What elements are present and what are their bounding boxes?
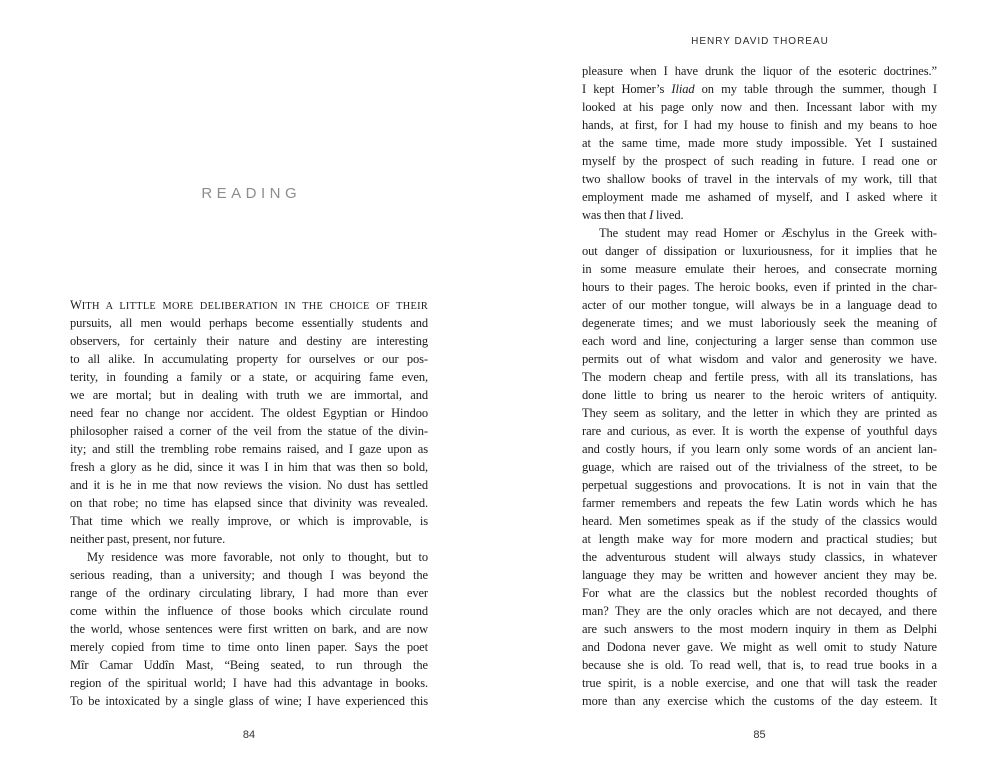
- text-line: The modern cheap and fertile press, with all its translations, has: [582, 370, 937, 384]
- text-line: observers, for certainly their nature and destiny are interesting: [70, 334, 428, 348]
- text-line: permits out of what wisdom and valor and generosity we have.: [582, 352, 937, 366]
- text-line: I kept Homer’s Iliad on my table through the summer, though I: [582, 82, 937, 96]
- text-line: need fear no change nor accident. The oldest Egyptian or Hindoo: [70, 406, 428, 420]
- text-line: acter of our mother tongue, will always be in a language dead to: [582, 298, 937, 312]
- running-header-author: HENRY DAVID THOREAU: [691, 36, 829, 47]
- text-line: at length make way for more modern and practical studies; but: [582, 532, 937, 546]
- text-line: was then that I lived.: [582, 208, 684, 222]
- text-line: on that robe; no time has elapsed since that divinity was revealed.: [70, 496, 428, 510]
- paragraph-1-continued: [70, 314, 428, 548]
- text-line: heard. Men sometimes speak as if the study of the classics would: [582, 514, 937, 528]
- page-number-right: 85: [753, 729, 766, 741]
- text-line: language they may be written and however ancient they may be.: [582, 568, 937, 582]
- paragraph-4: [582, 224, 937, 710]
- text-line: and Dodona never gave. We might as well omit to study Nature: [582, 640, 937, 654]
- chapter-title: READING: [201, 185, 302, 202]
- text-line: perpetual suggestions and provocations. It is not in vain that the: [582, 478, 937, 492]
- text-line: more than any exercise which the customs of the day esteem. It: [582, 694, 937, 708]
- text-line: They seem as solitary, and the letter in which they are printed as: [582, 406, 937, 420]
- opening-lead-cap: W: [70, 298, 82, 312]
- text-line: guage, which are raised out of the trivialness of the street, to be: [582, 460, 937, 474]
- opening-small-caps-text: ITH A LITTLE MORE DELIBERATION IN THE CHOICE OF THEIR: [81, 301, 428, 312]
- page-right-body: [582, 62, 937, 710]
- text-line: terity, in founding a family or a state, or acquiring fame even,: [70, 370, 428, 384]
- text-line: fresh a glory as he did, since it was I in him that was then so bold,: [70, 460, 428, 474]
- text-line: rare and curious, as ever. It is worth the expense of youthful days: [582, 424, 937, 438]
- text-line: farmer remembers and repeats the few Latin words which he has: [582, 496, 937, 510]
- text-line: The student may read Homer or Æschylus in the Greek with-: [599, 226, 937, 240]
- paragraph-3-continued: [582, 62, 937, 224]
- text-line: pursuits, all men would perhaps become essentially students and: [70, 316, 428, 330]
- text-line: For what are the classics but the noblest recorded thoughts of: [582, 586, 937, 600]
- text-line: each word and line, conjecturing a larger sense than common use: [582, 334, 937, 348]
- text-line: To be intoxicated by a single glass of wine; I have experienced this: [70, 694, 428, 708]
- text-line: done little to bring us nearer to the heroic writers of antiquity.: [582, 388, 937, 402]
- text-line: the adventurous student will always study classics, in whatever: [582, 550, 937, 564]
- text-line: man? They are the only oracles which are not decayed, and there: [582, 604, 937, 618]
- text-line: hands, at first, for I had my house to finish and my beans to hoe: [582, 118, 937, 132]
- text-line: in some measure emulate their heroes, and consecrate morning: [582, 262, 937, 276]
- page-left: [70, 0, 428, 768]
- text-line: My residence was more favorable, not only to thought, but to: [87, 550, 428, 564]
- text-line: merely copied from time to time onto linen paper. Says the poet: [70, 640, 428, 654]
- page-left-body: [70, 296, 428, 710]
- text-line: come within the influence of those books which circulate round: [70, 604, 428, 618]
- text-line: at the same time, made more study impossible. Yet I sustained: [582, 136, 937, 150]
- opening-small-caps-line: [70, 296, 428, 314]
- text-line: philosopher raised a corner of the veil from the statue of the divin-: [70, 424, 428, 438]
- text-line: hours to their pages. The heroic books, even if printed in the char-: [582, 280, 937, 294]
- text-line: That time which we really improve, or which is improvable, is: [70, 514, 428, 528]
- text-line: true spirit, is a noble exercise, and one that will task the reader: [582, 676, 937, 690]
- text-line: region of the spiritual world; I have had this advantage in books.: [70, 676, 428, 690]
- text-line: and costly hours, if you learn only some words of an ancient lan-: [582, 442, 937, 456]
- text-line: ity; and still the trembling robe remains raised, and I gaze upon as: [70, 442, 428, 456]
- text-line: Mîr Camar Uddîn Mast, “Being seated, to run through the: [70, 658, 428, 672]
- text-line: neither past, present, nor future.: [70, 532, 226, 546]
- page-number-left: 84: [242, 729, 256, 741]
- text-line: are such answers to the most modern inquiry in them as Delphi: [582, 622, 937, 636]
- text-line: degenerate times; and we must laboriously seek the meaning of: [582, 316, 937, 330]
- text-line: because she is old. To read well, that is, to read true books in a: [582, 658, 937, 672]
- text-line: pleasure when I have drunk the liquor of the esoteric doctrines.”: [582, 64, 937, 78]
- text-line: myself by the prospect of such reading in future. I read one or: [582, 154, 937, 168]
- text-line: looked at his page only now and then. Incessant labor with my: [582, 100, 937, 114]
- text-line: range of the ordinary circulating library, I had more than ever: [70, 586, 428, 600]
- text-line: we are mortal; but in dealing with truth we are immortal, and: [70, 388, 428, 402]
- text-line: the world, whose sentences were first written on bark, and are now: [70, 622, 428, 636]
- text-line: two shallow books of travel in the intervals of my work, till that: [582, 172, 937, 186]
- paragraph-2: [70, 548, 428, 710]
- text-line: to all alike. In accumulating property for ourselves or our pos-: [70, 352, 428, 366]
- text-line: serious reading, than a university; and though I was beyond the: [70, 568, 428, 582]
- text-line: out danger of dissipation or luxuriousness, for it implies that he: [582, 244, 937, 258]
- text-line: and it is he in me that now reviews the vision. No dust has settled: [70, 478, 428, 492]
- text-line: employment made me ashamed of myself, and I asked where it: [582, 190, 937, 204]
- page-right: [582, 0, 937, 768]
